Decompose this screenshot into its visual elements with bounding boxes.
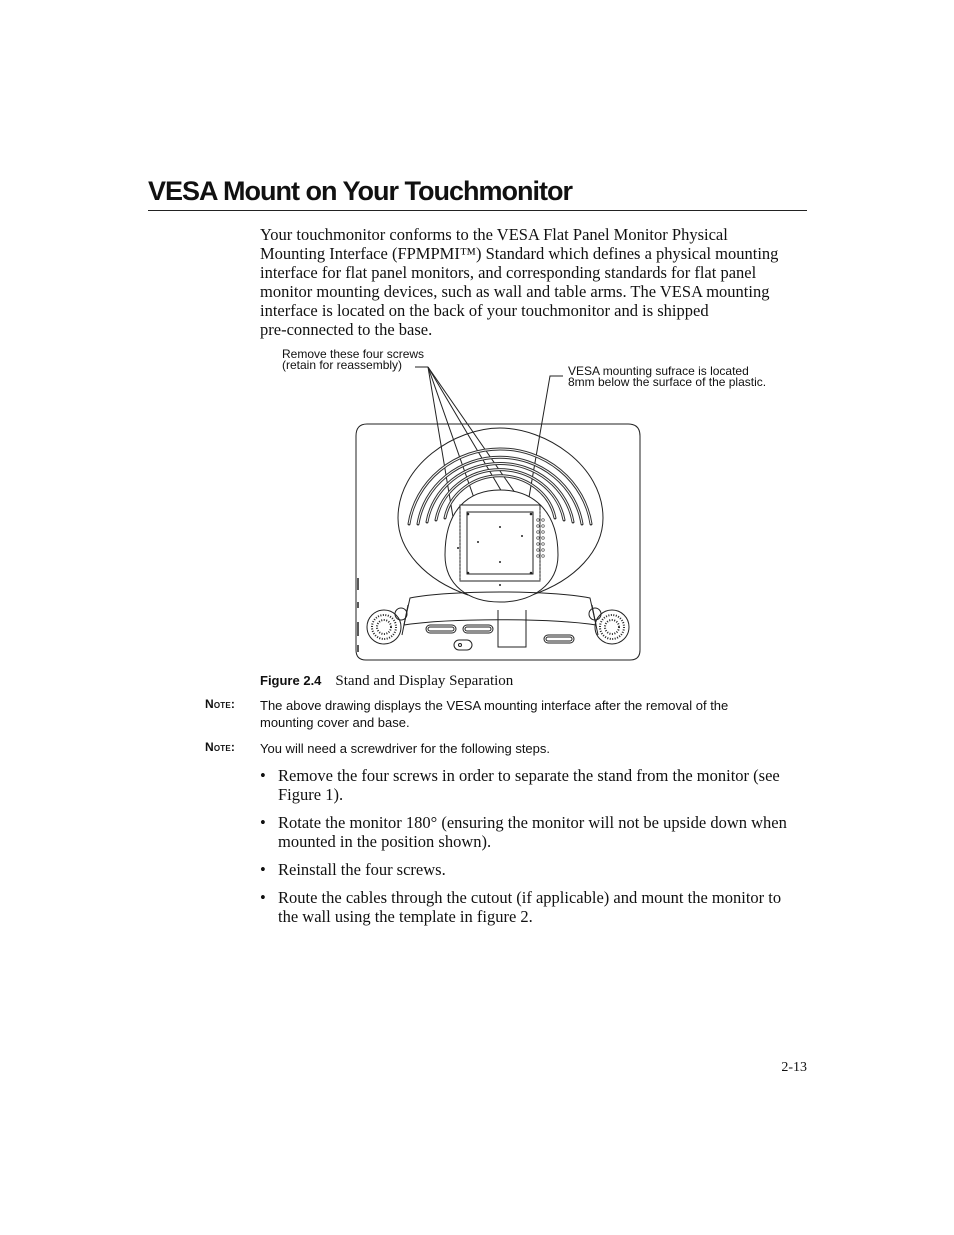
intro-line: interface for flat panel monitors, and corresponding standards for flat panel — [260, 263, 757, 282]
step-item: • Rotate the monitor 180° (ensuring the monitor will not be upside down when mounted in the position shown). — [260, 813, 787, 851]
intro-line: monitor mounting devices, such as wall and table arms. The VESA mounting — [260, 282, 770, 301]
speaker-left — [367, 608, 407, 644]
intro-line: pre-connected to the base. — [260, 320, 433, 339]
intro-line: Mounting Interface (FPMPMI™) Standard which defines a physical mounting — [260, 244, 779, 263]
steps-list — [260, 766, 808, 935]
monitor-back-figure — [270, 340, 800, 670]
vesa-surface-callout: VESA mounting sufrace is located 8mm below the surface of the plastic. — [568, 364, 767, 389]
bullet-icon: • — [260, 888, 266, 907]
control-button — [426, 625, 456, 633]
step-item: • Reinstall the four screws. — [260, 860, 446, 879]
intro-paragraph — [260, 225, 808, 339]
power-button — [454, 640, 472, 650]
title-rule — [148, 210, 807, 211]
step-item: • Route the cables through the cutout (if applicable) and mount the monitor to the wall using the template in figure 2. — [260, 888, 782, 926]
figure-caption-text: Stand and Display Separation — [335, 673, 514, 689]
bullet-icon: • — [260, 813, 266, 832]
note-label: Note: — [205, 740, 236, 754]
control-button — [544, 635, 574, 643]
figure-number: Figure 2.4 — [260, 673, 322, 688]
figure-caption — [260, 673, 513, 690]
bullet-icon: • — [260, 766, 266, 785]
section-title: VESA Mount on Your Touchmonitor — [148, 176, 572, 206]
note-text: You will need a screwdriver for the following steps. — [260, 741, 550, 756]
screws-callout: Remove these four screws (retain for reassembly) — [282, 347, 425, 372]
speaker-right — [589, 608, 629, 644]
bullet-icon: • — [260, 860, 266, 879]
step-item: • Remove the four screws in order to separate the stand from the monitor (see Figure 1). — [260, 766, 780, 804]
note-text: The above drawing displays the VESA mounting interface after the removal of the mounting cover and base. — [260, 698, 729, 730]
control-button — [463, 625, 493, 633]
vesa-plate — [460, 505, 540, 581]
cable-cutout — [498, 610, 526, 647]
intro-line: Your touchmonitor conforms to the VESA Flat Panel Monitor Physical — [260, 225, 728, 244]
page-number: 2-13 — [781, 1060, 807, 1075]
monitor-drawing — [270, 340, 800, 670]
note-label: Note: — [205, 697, 236, 711]
intro-line: interface is located on the back of your touchmonitor and is shipped — [260, 301, 709, 320]
